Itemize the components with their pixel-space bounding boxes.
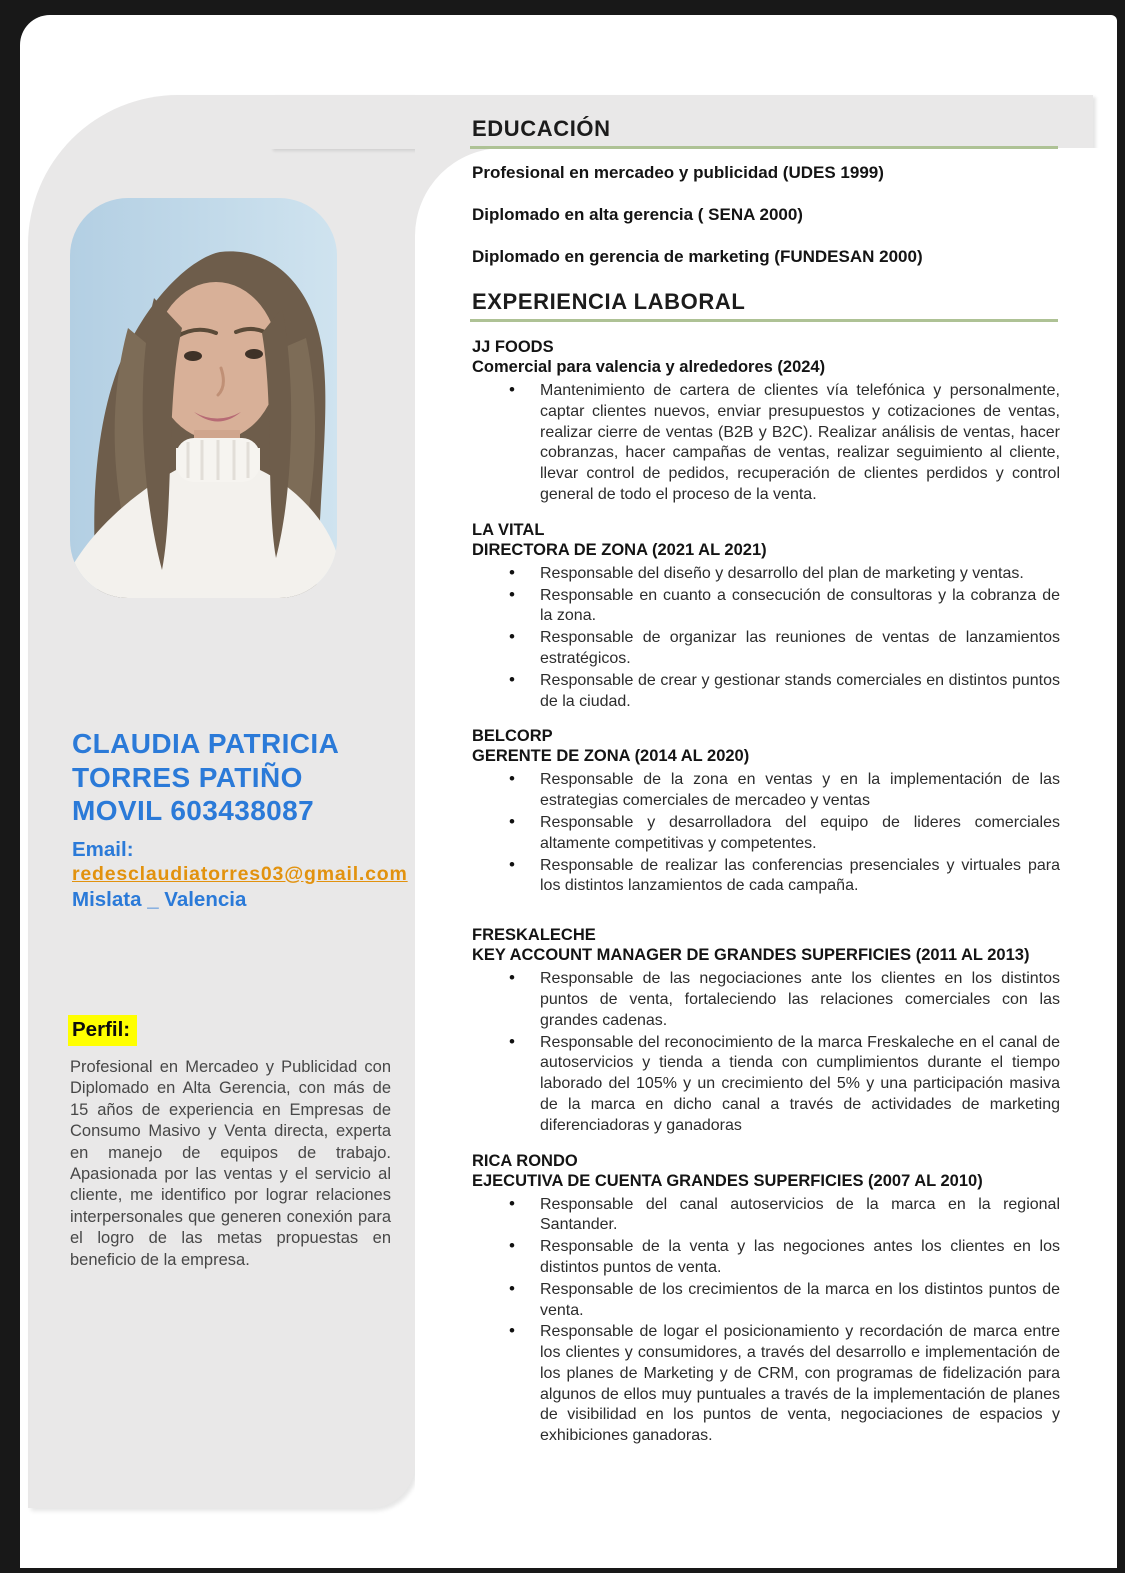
job-bullet: • Responsable de las negociaciones ante los clientes en los distintos puntos de venta, fortaleciendo las relaciones comerciales con las grandes cadenas. [540, 969, 1060, 1031]
job-bullet: • Responsable de organizar las reuniones de ventas de lanzamientos estratégicos. [540, 628, 1060, 670]
job-bullet: • Responsable de los crecimientos de la marca en los distintos puntos de venta. [540, 1280, 1060, 1322]
profile-photo [70, 198, 337, 598]
job-role: KEY ACCOUNT MANAGER DE GRANDES SUPERFICIES (2011 AL 2013) [472, 946, 1030, 965]
contact-block [72, 727, 408, 912]
jobs-list [472, 337, 1060, 1447]
job-company: BELCORP [472, 727, 553, 746]
education-list [472, 163, 1060, 267]
job-rica-rondo [472, 1151, 1060, 1448]
job-role: Comercial para valencia y alrededores (2024) [472, 358, 826, 376]
phone-line: MOVIL 603438087 [72, 795, 315, 826]
main-column [472, 108, 1060, 1461]
experience-rule [470, 319, 1058, 322]
job-bullet: • Responsable de la zona en ventas y en la implementación de las estrategias comerciales de mercadeo y ventas [540, 770, 1060, 812]
job-bullet: • Responsable de la venta y las negociones antes los clientes en los distintos puntos de venta. [540, 1237, 1060, 1279]
education-heading: EDUCACIÓN [472, 116, 611, 141]
experience-heading: EXPERIENCIA LABORAL [472, 289, 746, 314]
right-eye [245, 349, 263, 359]
job-la-vital [472, 520, 1060, 713]
left-eye [184, 351, 202, 361]
job-bullet: • Responsable de logar el posicionamiento y recordación de marca entre los clientes y consumidores, a través del desarrollo e implementación de los planes de Marketing y de CRM, con programas de fidelización para algunos de ellos muy puntuales a través de la implementación de planes de visibilidad en los puntos de venta, negociaciones de espacios y exhibiciones ganadoras. [540, 1322, 1060, 1447]
education-item: Profesional en mercadeo y publicidad (UDES 1999) [472, 163, 884, 182]
job-bullet: • Responsable en cuanto a consecución de consultoras y la cobranza de la zona. [540, 586, 1060, 628]
job-bullet: • Responsable y desarrolladora del equipo de lideres comerciales altamente competitivas y competentes. [540, 813, 1060, 855]
job-bullet: • Responsable del canal autoservicios de la marca en la regional Santander. [540, 1195, 1060, 1237]
email-label: Email: [72, 837, 134, 861]
job-belcorp [472, 726, 1060, 897]
name-line-1: CLAUDIA PATRICIA [72, 728, 340, 759]
education-rule [470, 146, 1058, 149]
job-role: EJECUTIVA DE CUENTA GRANDES SUPERFICIES (2007 AL 2010) [472, 1171, 983, 1190]
profile-paragraph: Profesional en Mercadeo y Publicidad con Diplomado en Alta Gerencia, con más de 15 años de experiencia en Empresas de Consumo Masivo y Venta directa, experta en manejo de equipos de trabajo. Apasionada por las ventas y el servicio al cliente, me identifico por lograr relaciones interpersonales que generen conexión para el logro de las metas propuestas en beneficio de la empresa. [70, 1058, 391, 1269]
email-link[interactable]: redesclaudiatorres03@gmail.com [72, 862, 408, 885]
job-bullet: • Responsable de realizar las conferencias presenciales y virtuales para los distintos lanzamientos de cada campaña. [540, 856, 1060, 898]
job-bullet: • Mantenimiento de cartera de clientes vía telefónica y personalmente, captar clientes nuevos, enviar presupuestos y cotizaciones de ventas, realizar cierre de ventas (B2B y B2C). Realizar análisis de ventas, hacer cobranzas, hacer campañas de ventas, realizar seguimiento al cliente, llevar control de pedidos, recuperación de clientes perdidos y control general de todo el proceso de la venta. [540, 381, 1060, 506]
job-role: DIRECTORA DE ZONA (2021 AL 2021) [472, 540, 767, 559]
education-item: Diplomado en alta gerencia ( SENA 2000) [472, 205, 803, 224]
profile-heading: Perfil: [68, 1015, 137, 1046]
job-company: JJ FOODS [472, 338, 554, 356]
profile-photo-illustration [70, 198, 337, 598]
job-bullet: • Responsable del reconocimiento de la marca Freskaleche en el canal de autoservicios y tienda a tienda con cumplimientos durante el tiempo laborado del 105% y un crecimiento del 5% y una participación masiva de la marca en dicho canal a través de actividades de marketing diferenciadoras y ganadoras [540, 1033, 1060, 1137]
location-text: Mislata _ Valencia [72, 887, 247, 911]
job-bullet: • Responsable del diseño y desarrollo del plan de marketing y ventas. [540, 564, 1060, 585]
job-jj-foods [472, 337, 1060, 506]
education-item: Diplomado en gerencia de marketing (FUNDESAN 2000) [472, 247, 923, 266]
job-role: GERENTE DE ZONA (2014 AL 2020) [472, 747, 750, 766]
name-line-2: TORRES PATIÑO [72, 761, 303, 793]
job-company: RICA RONDO [472, 1151, 578, 1170]
job-company: FRESKALECHE [472, 926, 596, 945]
job-bullet: • Responsable de crear y gestionar stands comerciales en distintos puntos de la ciudad. [540, 671, 1060, 713]
job-company: LA VITAL [472, 520, 545, 539]
job-freskaleche [472, 925, 1060, 1136]
resume-page [20, 15, 1117, 1568]
